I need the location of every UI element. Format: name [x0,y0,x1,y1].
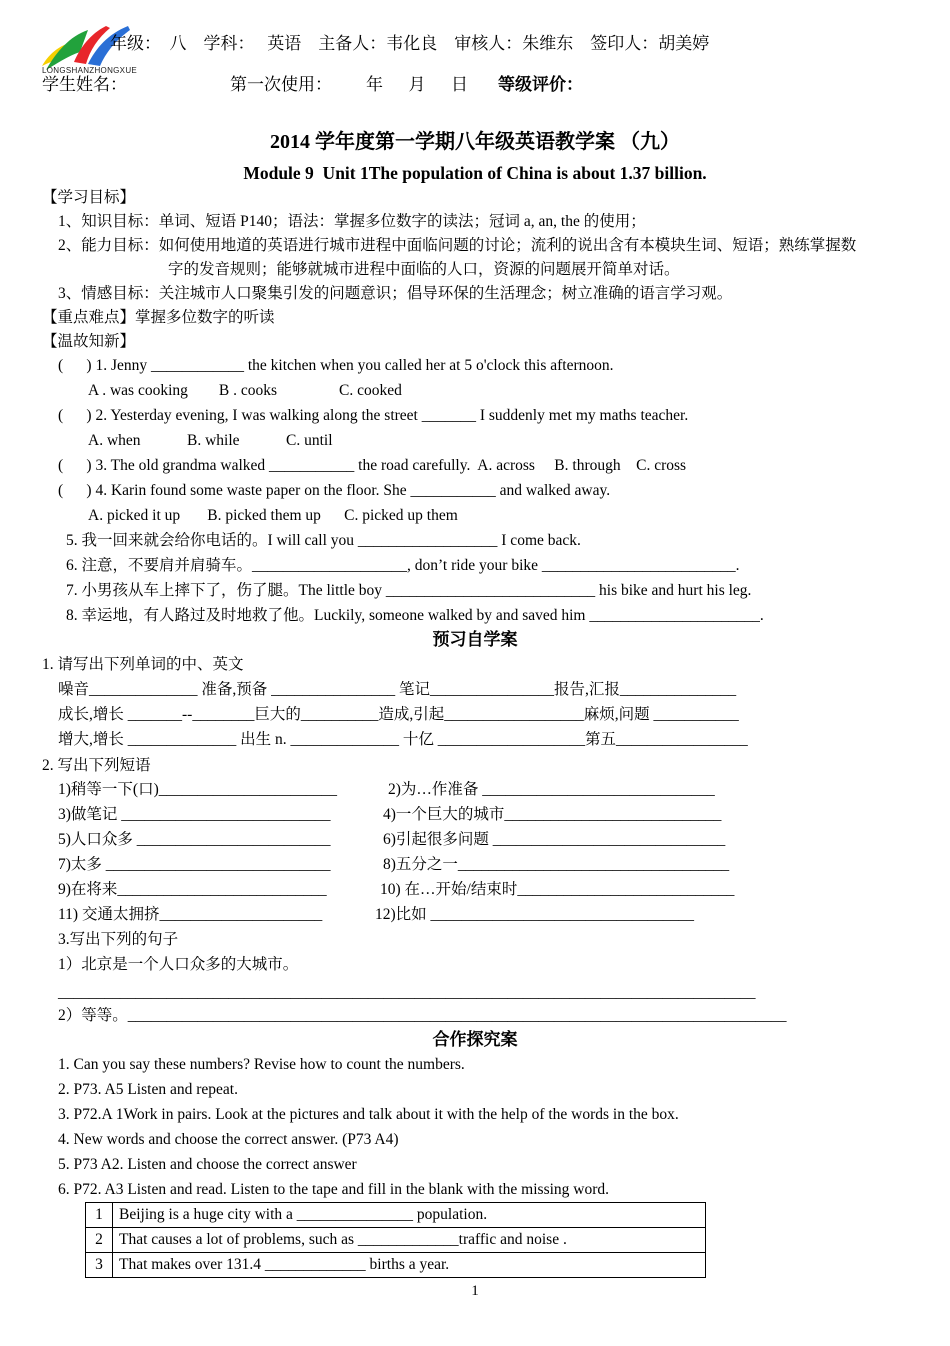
row-number: 2 [86,1228,113,1253]
row-text: That makes over 131.4 _____________ births a year. [113,1253,706,1278]
review-q4: ( ) 4. Karin found some waste paper on the floor. She ___________ and walked away. [58,482,611,499]
phrase-12: 12)比如 __________________________________ [375,906,695,923]
page-title: 2014 学年度第一学期八年级英语教学案 （九） [270,131,680,153]
review-q2: ( ) 2. Yesterday evening, I was walking along the street _______ I suddenly met my maths teacher. [58,407,689,424]
review-q4-options: A. picked it up B. picked them up C. picked up them [88,507,458,524]
page-number: 1 [471,1283,479,1299]
phrase-4: 4)一个巨大的城市____________________________ [383,806,722,823]
grade-evaluation-label: 等级评价： [498,75,583,94]
logo-text: LONGSHANZHONGXUE [42,66,138,75]
sentence-1-blank: __________________________________________________________________________________________ [58,984,756,1001]
coop-item-3: 3. P72.A 1Work in pairs. Look at the pictures and talk about it with the help of the words in the box. [58,1106,679,1123]
row-number: 3 [86,1253,113,1278]
words-line-3: 增大,增长 ______________ 出生 n. ______________ 十亿 ___________________第五_________________ [58,731,748,748]
coop-item-4: 4. New words and choose the correct answer. (P73 A4) [58,1131,399,1148]
review-q6: 6. 注意，不要肩并肩骑车。____________________, don’t ride your bike _________________________. [66,557,740,574]
review-q2-options: A. when B. while C. until [88,432,333,449]
row-number: 1 [86,1203,113,1228]
preview-q2-title: 2. 写出下列短语 [42,757,151,774]
coop-item-1: 1. Can you say these numbers? Revise how to count the numbers. [58,1056,465,1073]
table-row [86,1228,706,1253]
table-row [86,1203,706,1228]
phrase-1: 1)稍等一下(口)_______________________ [58,781,337,798]
preview-q3-title: 3.写出下列的句子 [58,931,179,948]
sentence-1: 1）北京是一个人口众多的大城市。 [58,956,299,973]
objective-3: 3、情感目标：关注城市人口聚集引发的问题意识；倡导环保的生活理念；树立准确的语言学习观。 [58,285,733,302]
coop-item-6: 6. P72. A3 Listen and read. Listen to the tape and fill in the blank with the missing word. [58,1181,610,1198]
review-q1: ( ) 1. Jenny ____________ the kitchen when you called her at 5 o'clock this afternoon. [58,357,614,374]
phrase-7: 7)太多 _____________________________ [58,856,331,873]
sentence-2: 2）等等。_____________________________________________________________________________________ [58,1007,787,1024]
review-q7: 7. 小男孩从车上摔下了，伤了腿。The little boy ___________________________ his bike and hurt his leg. [66,582,752,599]
preview-q1-title: 1. 请写出下列单词的中、英文 [42,656,244,673]
phrase-5: 5)人口众多 _________________________ [58,831,331,848]
phrase-9: 9)在将来___________________________ [58,881,327,898]
review-q5: 5. 我一回来就会给你电话的。I will call you __________________ I come back. [66,532,581,549]
row-text: That causes a lot of problems, such as _____________traffic and noise . [113,1228,706,1253]
page-subtitle: Module 9 Unit 1The population of China is about 1.37 billion. [243,163,707,183]
phrase-11: 11) 交通太拥挤_____________________ [58,906,323,923]
review-q8: 8. 幸运地，有人路过及时地救了他。Luckily, someone walked by and saved him ______________________. [66,607,764,624]
key-points: 【重点难点】掌握多位数字的听读 [42,309,275,326]
coop-item-2: 2. P73. A5 Listen and repeat. [58,1081,238,1098]
objective-2: 2、能力目标：如何使用地道的英语进行城市进程中面临问题的讨论；流利的说出含有本模块生词、短语；熟练掌握数 [58,237,857,254]
objective-1: 1、知识目标：单词、短语 P140；语法：掌握多位数字的读法；冠词 a, an, the 的使用； [58,213,646,230]
objective-2-continued: 字的发音规则；能够就城市进程中面临的人口，资源的问题展开简单对话。 [168,261,680,278]
row-text: Beijing is a huge city with a _______________ population. [113,1203,706,1228]
review-q1-options: A . was cooking B . cooks C. cooked [88,382,402,399]
review-q3: ( ) 3. The old grandma walked ___________ the road carefully. A. across B. through C. cross [58,457,687,474]
objectives-heading: 【学习目标】 [42,189,136,206]
phrase-3: 3)做笔记 ___________________________ [58,806,331,823]
words-line-2: 成长,增长 _______--________巨大的__________造成,引起__________________麻烦,问题 ___________ [58,706,739,723]
phrase-10: 10) 在…开始/结束时____________________________ [380,881,735,898]
first-use-date: 第一次使用： 年 月 日 [230,75,468,94]
preview-heading: 预习自学案 [432,630,518,649]
coop-item-5: 5. P73 A2. Listen and choose the correct answer [58,1156,357,1173]
header-info: 年级： 八 学科： 英语 主备人：韦化良 审核人：朱维东 签印人：胡美婷 [110,34,710,53]
table-row [86,1253,706,1278]
cooperation-heading: 合作探究案 [432,1030,518,1049]
fill-blank-table [85,1202,706,1278]
words-line-1: 噪音______________ 准备,预备 ________________ 笔记________________报告,汇报_______________ [58,681,737,698]
phrase-2: 2)为…作准备 ______________________________ [388,781,715,798]
review-heading: 【温故知新】 [42,333,136,350]
phrase-6: 6)引起很多问题 ______________________________ [383,831,726,848]
phrase-8: 8)五分之一___________________________________ [383,856,730,873]
student-name-label: 学生姓名： [42,75,127,94]
